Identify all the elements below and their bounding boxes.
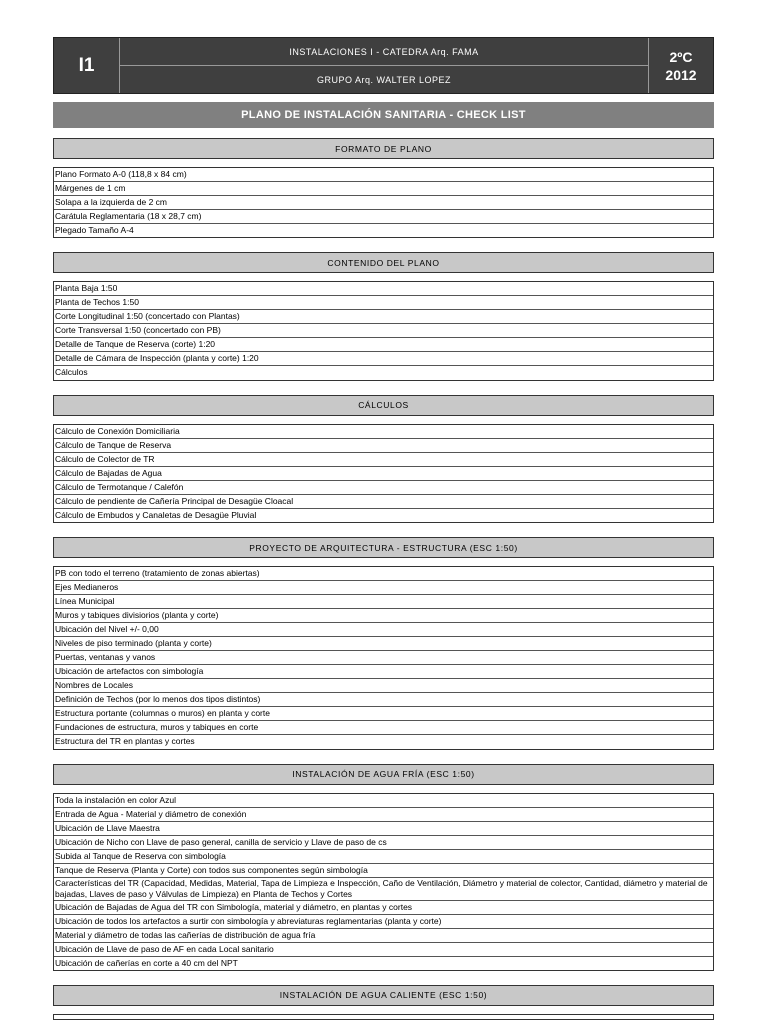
header-center	[120, 38, 648, 93]
checklist-items	[53, 167, 714, 238]
checklist-item: Ubicación de Llave Maestra	[54, 822, 713, 836]
checklist-item: Tanque de Reserva (Planta y Corte) con todos sus componentes según simbología	[54, 864, 713, 878]
checklist-item: Plano Formato A-0 (118,8 x 84 cm)	[54, 168, 713, 182]
section-heading: CONTENIDO DEL PLANO	[53, 252, 714, 273]
section-heading: PROYECTO DE ARQUITECTURA - ESTRUCTURA (ESC 1:50)	[53, 537, 714, 558]
checklist-item: Características del TR (Capacidad, Medidas, Material, Tapa de Limpieza e Inspección, Caño de Ventilación, Diámetro y material de colector, Cantidad, diámetro y material de bajadas, Llaves de paso y Válvulas de Limpieza) en Planta de Techos y Cortes	[54, 878, 713, 901]
checklist-item: Ubicación de cañerías en corte a 40 cm del NPT	[55, 957, 238, 968]
checklist-item: Cálculo de Conexión Domiciliaria	[54, 425, 713, 439]
checklist-item: Ubicación de Bajadas de Agua del TR con Simbología, material y diámetro, en plantas y cortes	[54, 901, 713, 915]
checklist-page	[53, 37, 714, 1020]
checklist-item: Planta de Techos 1:50	[54, 296, 713, 310]
checklist-items	[53, 424, 714, 523]
checklist-item: Carátula Reglamentaria (18 x 28,7 cm)	[54, 210, 713, 224]
checklist-items	[53, 793, 714, 971]
checklist-item: Cálculo de Embudos y Canaletas de Desagüe Pluvial	[55, 509, 257, 520]
section-gap	[53, 523, 714, 537]
checklist-item: Cálculo de Termotanque / Calefón	[54, 481, 713, 495]
checklist-item: Muros y tabiques divisiorios (planta y corte)	[54, 609, 713, 623]
checklist-item: Ubicación de Llave de paso de AF en cada Local sanitario	[54, 943, 713, 957]
header-block	[53, 37, 714, 94]
year-label: 2012	[665, 66, 697, 83]
checklist-item: Planta Baja 1:50	[54, 282, 713, 296]
checklist-item: Línea Municipal	[54, 595, 713, 609]
section-gap	[53, 971, 714, 985]
checklist-item: Toda la instalación en color Azul	[54, 794, 713, 808]
checklist-item: Subida al Tanque de Reserva con simbología	[54, 850, 713, 864]
header-course-line: INSTALACIONES I - CATEDRA Arq. FAMA	[120, 38, 648, 66]
section-heading: FORMATO DE PLANO	[53, 138, 714, 159]
checklist-item: Ubicación de todos los artefactos a surtir con simbología y abreviaturas reglamentarias (planta y corte)	[54, 915, 713, 929]
checklist-item: Ubicación de artefactos con simbología	[54, 665, 713, 679]
checklist-items	[53, 1014, 714, 1020]
checklist-item: Cálculo de Bajadas de Agua	[54, 467, 713, 481]
checklist-item: Definición de Techos (por lo menos dos tipos distintos)	[54, 693, 713, 707]
checklist-item: Corte Transversal 1:50 (concertado con PB)	[54, 324, 713, 338]
checklist-item: Entrada de Agua - Material y diámetro de conexión	[54, 808, 713, 822]
sections-container	[53, 128, 714, 1020]
checklist-item: Márgenes de 1 cm	[54, 182, 713, 196]
checklist-item: Cálculos	[55, 367, 88, 378]
checklist-item: Ubicación de Nicho con Llave de paso general, canilla de servicio y Llave de paso de cs	[54, 836, 713, 850]
checklist-item: Estructura del TR en plantas y cortes	[55, 736, 195, 747]
checklist-item: Cálculo de Colector de TR	[54, 453, 713, 467]
checklist-item: Nombres de Locales	[54, 679, 713, 693]
checklist-item: Cálculo de Tanque de Reserva	[54, 439, 713, 453]
checklist-item: Detalle de Tanque de Reserva (corte) 1:20	[54, 338, 713, 352]
course-label: 2ºC	[669, 48, 693, 65]
section-gap	[53, 238, 714, 252]
checklist-item: Detalle de Cámara de Inspección (planta y corte) 1:20	[54, 352, 713, 366]
document-title: PLANO DE INSTALACIÓN SANITARIA - CHECK LIST	[53, 102, 714, 128]
checklist-item: Puertas, ventanas y vanos	[54, 651, 713, 665]
checklist-item: Estructura portante (columnas o muros) en planta y corte	[54, 707, 713, 721]
checklist-item: Niveles de piso terminado (planta y corte)	[54, 637, 713, 651]
checklist-item: Plegado Tamaño A-4	[55, 225, 134, 235]
sheet-code: I1	[54, 38, 120, 93]
section-gap	[53, 750, 714, 764]
checklist-item: PB con todo el terreno (tratamiento de zonas abiertas)	[54, 567, 713, 581]
checklist-items	[53, 566, 714, 749]
checklist-item: Ejes Medianeros	[54, 581, 713, 595]
checklist-item: Fundaciones de estructura, muros y tabiques en corte	[54, 721, 713, 735]
checklist-item: Material y diámetro de todas las cañerías de distribución de agua fría	[54, 929, 713, 943]
checklist-item: Ubicación del Nivel +/- 0,00	[54, 623, 713, 637]
checklist-item: Cálculo de pendiente de Cañería Principal de Desagüe Cloacal	[54, 495, 713, 509]
section-heading: INSTALACIÓN DE AGUA CALIENTE (ESC 1:50)	[53, 985, 714, 1006]
section-heading: CÁLCULOS	[53, 395, 714, 416]
section-heading: INSTALACIÓN DE AGUA FRÍA (ESC 1:50)	[53, 764, 714, 785]
checklist-items	[53, 281, 714, 380]
section-gap	[53, 381, 714, 395]
checklist-item: Solapa a la izquierda de 2 cm	[54, 196, 713, 210]
checklist-item: Corte Longitudinal 1:50 (concertado con Plantas)	[54, 310, 713, 324]
course-year-box	[648, 38, 713, 93]
header-group-line: GRUPO Arq. WALTER LOPEZ	[316, 74, 452, 85]
section-gap	[53, 128, 714, 138]
